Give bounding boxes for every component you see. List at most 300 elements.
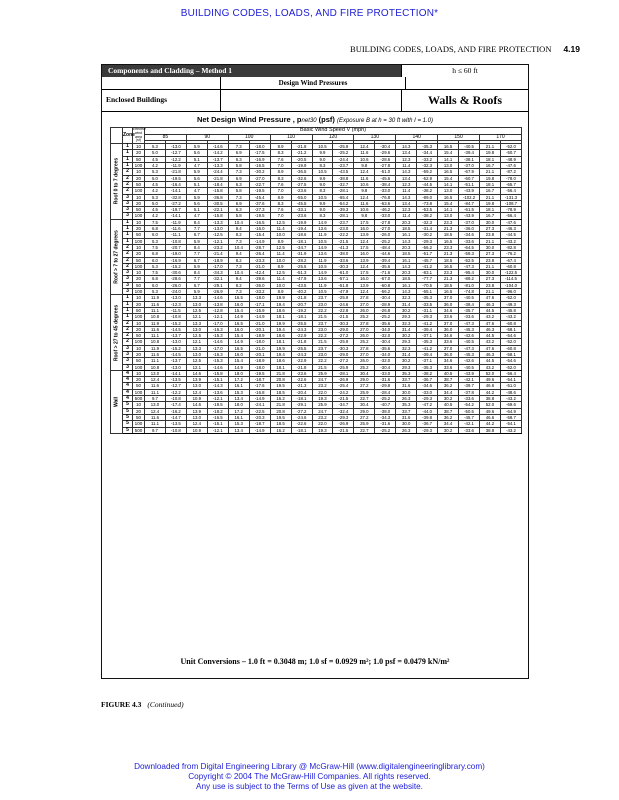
pressure-cell: 18.1 [480,181,501,187]
area-cell: 10 [133,345,145,351]
pressure-cell: -25.9 [333,339,354,345]
pressure-cell: 9.4 [228,226,249,232]
pressure-cell: -131.3 [500,194,521,200]
pressure-cell: 14.9 [312,219,333,225]
pressure-cell: 21.3 [438,226,459,232]
pressure-cell: -32.1 [207,276,228,282]
area-cell: 20 [133,301,145,307]
pressure-cell: 4.2 [145,188,166,194]
pressure-cell: -57.1 [333,276,354,282]
zone-cell: 2 [123,263,133,269]
area-cell: 20 [133,226,145,232]
pressure-cell: 44.2 [480,389,501,395]
pressure-cell: -53.5 [417,207,438,213]
pressure-cell: -30.2 [417,232,438,238]
pressure-cell: 16.1 [396,282,417,288]
pressure-cell: -42.1 [459,421,480,427]
pressure-cell: 49.6 [480,408,501,414]
pressure-cell: -21.5 [333,427,354,433]
pressure-cell: 13.0 [145,370,166,376]
pressure-cell: -35.6 [375,320,396,326]
pressure-cell: 13.0 [145,402,166,408]
area-cell: 20 [133,326,145,332]
pressure-cell: -20.7 [291,301,312,307]
pressure-cell: -10.8 [165,238,186,244]
pressure-cell: 23.7 [312,345,333,351]
pressure-cell: -26.8 [375,307,396,313]
pressure-cell: 23.8 [480,232,501,238]
pressure-cell: -30.5 [207,200,228,206]
pressure-cell: 13.6 [312,276,333,282]
pressure-cell: 30.0 [396,421,417,427]
speed-column-header: 130 [354,134,396,141]
pressure-cell: 13.0 [438,213,459,219]
pressure-cell: -47.9 [333,289,354,295]
pressure-cell: -14.6 [207,339,228,345]
pressure-cell: 12.5 [270,219,291,225]
area-cell: 20 [133,175,145,181]
pressure-cell: 12.1 [186,364,207,370]
pressure-cell: 34.4 [438,389,459,395]
pressure-cell: -19.7 [165,207,186,213]
pressure-cell: 44.5 [480,358,501,364]
pressure-cell: 12.4 [354,169,375,175]
pressure-cell: -31.4 [417,226,438,232]
panel-header-row [102,89,528,112]
pressure-cell: -47.3 [459,345,480,351]
pressure-cell: -12.1 [207,427,228,433]
pressure-cell: -25.2 [375,238,396,244]
pressure-cell: -14.3 [207,383,228,389]
pressure-cell: -14.9 [249,396,270,402]
pressure-cell: -12.1 [207,396,228,402]
pressure-cell: -20.4 [291,389,312,395]
pressure-cell: -15.1 [207,377,228,383]
pressure-cell: -17.4 [165,402,186,408]
pressure-cell: 30.0 [480,270,501,276]
pressure-cell: -38.0 [375,408,396,414]
pressure-cell: 16.0 [228,351,249,357]
area-cell: 50 [133,383,145,389]
pressure-cell: 11.4 [396,163,417,169]
pressure-cell: -19.5 [207,402,228,408]
area-cell: 20 [133,408,145,414]
pressure-cell: -22.1 [207,207,228,213]
pressure-cell: -34.4 [417,150,438,156]
pressure-cell: -20.3 [249,414,270,420]
pressure-cell: -44.5 [417,181,438,187]
pressure-cell: -14.2 [207,150,228,156]
pressure-cell: 43.2 [480,339,501,345]
pressure-cell: 27.0 [354,301,375,307]
pressure-cell: 6.9 [228,200,249,206]
pressure-cell: 11.6 [145,414,166,420]
speed-column-header: 150 [438,134,480,141]
pressure-cell: 11.9 [145,295,166,301]
pressure-cell: -41.2 [417,263,438,269]
pressure-cell: -26.0 [165,282,186,288]
pressure-cell: 9.0 [312,181,333,187]
pressure-cell: -15.8 [207,213,228,219]
download-banner: BUILDING CODES, LOADS, AND FIRE PROTECTION* [180,8,439,19]
pressure-cell: 23.3 [438,219,459,225]
area-cell: 100 [133,314,145,320]
zone-cell: 1 [123,163,133,169]
pressure-cell: 38.8 [480,396,501,402]
pressure-cell: -58.1 [500,351,521,357]
pressure-cell: 23.8 [480,282,501,288]
pressure-cell: 7.3 [228,289,249,295]
pressure-cell: 47.6 [480,320,501,326]
area-cell: 20 [133,377,145,383]
pressure-cell: 11.4 [270,276,291,282]
zone-cell: 5 [123,402,133,408]
pressure-cell: 5.3 [145,194,166,200]
pressure-cell: -13.7 [207,156,228,162]
pressure-cell: -16.5 [249,219,270,225]
scanned-table-panel [101,64,529,679]
pressure-cell: 14.1 [438,156,459,162]
pressure-cell: 44.5 [480,307,501,313]
pressure-cell: 5.9 [186,238,207,244]
area-cell: 50 [133,414,145,420]
pressure-cell: 14.3 [396,289,417,295]
zone-cell: 3 [123,289,133,295]
area-cell: 100 [133,421,145,427]
pressure-cell: 11.4 [396,213,417,219]
pressure-cell: -74.8 [459,289,480,295]
pressure-cell: 31.4 [396,351,417,357]
pressure-cell: 9.8 [354,213,375,219]
pressure-cell: 7.3 [228,238,249,244]
pressure-cell: -76.8 [375,194,396,200]
pressure-cell: -29.1 [207,282,228,288]
pressure-cell: -60.8 [500,320,521,326]
pressure-cell: -16.9 [249,156,270,162]
pressure-cell: 34.6 [438,333,459,339]
zone-cell: 2 [123,333,133,339]
pressure-cell: -52.0 [500,339,521,345]
pressure-cell: 35.3 [396,370,417,376]
area-cell: 10 [133,402,145,408]
pressure-cell: -56.4 [500,370,521,376]
pressure-cell: -27.3 [249,207,270,213]
exposure-note: (Exposure B at h = 30 ft with I = 1.0) [336,118,434,124]
pressure-cell: -26.0 [375,232,396,238]
pressure-cell: 10.4 [228,244,249,250]
zone-cell: 2 [123,244,133,250]
pressure-cell: 22.7 [354,396,375,402]
pressure-cell: 27.8 [354,295,375,301]
pressure-cell: -21.2 [291,150,312,156]
pressure-cell: 8.2 [228,232,249,238]
pressure-cell: -33.0 [375,188,396,194]
pressure-cell: -12.2 [165,389,186,395]
pressure-cell: -22.5 [249,408,270,414]
pressure-cell: -122.5 [500,270,521,276]
pressure-cell: 9.4 [228,276,249,282]
pressure-cell: 12.5 [186,358,207,364]
area-cell: 10 [133,219,145,225]
pressure-cell: 36.2 [438,383,459,389]
pressure-cell: -61.0 [333,270,354,276]
pressure-cell: -38.0 [333,251,354,257]
pressure-cell: -34.0 [375,326,396,332]
pressure-cell: -60.8 [375,282,396,288]
pressure-cell: -13.5 [165,377,186,383]
pressure-cell: -50.7 [500,150,521,156]
footer-line-3: Any use is subject to the Terms of Use as given at the website. [196,782,423,791]
pressure-cell: -24.2 [333,389,354,395]
pressure-cell: -13.3 [207,219,228,225]
pressure-cell: 22.2 [312,333,333,339]
pressure-cell: -43.5 [333,169,354,175]
area-cell: 10 [133,370,145,376]
pressure-cell: 14.9 [228,364,249,370]
pressure-cell: -15.2 [165,263,186,269]
pressure-cell: 33.6 [438,364,459,370]
pressure-cell: -67.4 [500,257,521,263]
pressure-cell: -76.2 [500,251,521,257]
pressure-cell: -28.7 [249,244,270,250]
pressure-cell: -14.7 [165,414,186,420]
pressure-cell: 16.5 [438,289,459,295]
pressure-cell: -19.9 [291,219,312,225]
pressure-cell: -21.8 [291,295,312,301]
pressure-cell: -21.5 [333,314,354,320]
pressure-cell: -23.7 [333,219,354,225]
unit-conversions: Unit Conversions – 1.0 ft = 0.3048 m; 1.0 sf = 0.0929 m²; 1.0 psf = 0.0479 kN/m² [180,657,450,666]
pressure-cell: -42.1 [459,377,480,383]
zone-cell: 4 [123,383,133,389]
area-cell: 50 [133,207,145,213]
pressure-cell: -39.6 [249,276,270,282]
pressure-cell: 11.1 [145,358,166,364]
pressure-cell: -26.4 [249,251,270,257]
pressure-cell: -11.9 [165,219,186,225]
pressure-cell: 23.3 [438,244,459,250]
pressure-cell: -45.3 [459,326,480,332]
pressure-cell: 8.3 [312,188,333,194]
pressure-cell: 10.0 [270,257,291,263]
pressure-cell: 34.6 [438,307,459,313]
area-cell: 50 [133,282,145,288]
area-cell: 100 [133,263,145,269]
pressure-cell: 25.9 [312,402,333,408]
pressure-cell: 16.0 [228,301,249,307]
pressure-cell: -19.5 [249,188,270,194]
area-cell: 10 [133,144,145,150]
pressure-cell: -36.0 [459,226,480,232]
pressure-cell: -43.5 [291,282,312,288]
pressure-cell: -17.6 [249,383,270,389]
area-cell: 100 [133,213,145,219]
pressure-cell: 14.3 [396,194,417,200]
pressure-cell: -24.6 [291,414,312,420]
pressure-cell: 16.5 [228,295,249,301]
pressure-cell: -13.7 [165,358,186,364]
pressure-cell: -27.2 [333,358,354,364]
figure-label: FIGURE 4.3 [101,700,142,709]
pressure-cell: 5.9 [186,169,207,175]
pressure-table [110,127,522,434]
section-label: Roof 0 to 7 degrees [112,158,119,205]
pressure-cell: -45.3 [459,351,480,357]
figure-continued: (Continued) [147,700,184,709]
zone-cell: 1 [123,307,133,313]
pressure-cell: 8.3 [270,200,291,206]
pressure-cell: 19.4 [270,301,291,307]
pressure-cell: 11.6 [145,326,166,332]
pressure-cell: 16.0 [228,326,249,332]
pressure-cell: -65.4 [333,194,354,200]
pressure-cell: 5.6 [186,175,207,181]
pressure-cell: -71.6 [375,270,396,276]
pressure-cell: -19.4 [291,226,312,232]
pressure-cell: -41.3 [333,244,354,250]
pressure-cell: 21.3 [438,276,459,282]
pressure-cell: -13.7 [165,333,186,339]
pressure-cell: 31.4 [396,301,417,307]
net-pressure-subscript: net30 [301,118,317,124]
pressure-cell: -39.4 [375,257,396,263]
pressure-cell: 18.1 [480,156,501,162]
footer-line-1[interactable]: Downloaded from Digital Engineering Library @ McGraw-Hill (www.digitalengineeringlibrary.com) [134,762,485,771]
pressure-cell: -14.1 [165,213,186,219]
zone-cell: 1 [123,226,133,232]
pressure-cell: -25.5 [291,263,312,269]
pressure-cell: 10.5 [312,289,333,295]
pressure-cell: -30.2 [249,169,270,175]
pressure-cell: 21.5 [312,314,333,320]
pressure-cell: 8.9 [270,238,291,244]
pressure-cell: -28.1 [333,213,354,219]
pressure-cell: 17.5 [354,270,375,276]
pressure-cell: 9.9 [312,175,333,181]
pressure-cell: 14.1 [438,181,459,187]
area-cell: 100 [133,163,145,169]
pressure-cell: -21.8 [207,175,228,181]
pressure-cell: 7.5 [145,270,166,276]
pressure-cell: -17.5 [249,150,270,156]
pressure-cell: -54.2 [333,200,354,206]
pressure-cell: 7.7 [186,251,207,257]
zone-cell: 2 [123,175,133,181]
pressure-cell: -15.8 [207,188,228,194]
pressure-cell: 20.3 [396,219,417,225]
pressure-cell: 22.0 [312,389,333,395]
pressure-cell: -102.2 [459,194,480,200]
pressure-cell: -28.6 [165,276,186,282]
pressure-cell: -38.4 [459,301,480,307]
pressure-cell: 13.0 [438,188,459,194]
pressure-cell: 12.3 [396,207,417,213]
pressure-cell: 38.8 [480,427,501,433]
pressure-cell: 27.8 [354,320,375,326]
pressure-cell: -12.1 [207,314,228,320]
pressure-cell: 10.0 [270,282,291,288]
pressure-cell: -19.0 [165,251,186,257]
zone-cell: 1 [123,232,133,238]
pressure-cell: -30.3 [333,320,354,326]
pressure-cell: 16.1 [396,232,417,238]
pressure-cell: 4.5 [145,207,166,213]
pressure-cell: 4.5 [145,181,166,187]
pressure-cell: 10.5 [312,238,333,244]
area-cell: 20 [133,351,145,357]
pressure-cell: 4.7 [186,188,207,194]
pressure-cell: 13.4 [396,200,417,206]
pressure-cell: -23.2 [207,244,228,250]
figure-caption [101,700,184,709]
pressure-cell: -20.7 [165,244,186,250]
pressure-cell: 27.8 [354,345,375,351]
pressure-cell: 16.1 [228,383,249,389]
pressure-cell: -60.8 [500,345,521,351]
section-label-cell [111,370,123,433]
pressure-cell: -29.3 [417,238,438,244]
zone-cell: 4 [123,377,133,383]
pressure-cell: -70.5 [417,282,438,288]
pressure-cell: 11.6 [354,175,375,181]
pressure-cell: 13.9 [354,232,375,238]
pressure-cell: 5.0 [145,200,166,206]
pressure-cell: -95.4 [459,270,480,276]
pressure-cell: -12.7 [165,383,186,389]
pressure-cell: 18.6 [270,358,291,364]
pressure-cell: -33.6 [459,396,480,402]
pressure-cell: 18.5 [438,282,459,288]
pressure-cell: -13.3 [207,163,228,169]
pressure-cell: 18.0 [228,402,249,408]
speed-header: Basic Wind Speed V (mph) [145,128,522,135]
pressure-cell: -19.9 [291,163,312,169]
pressure-cell: 38.7 [438,377,459,383]
pressure-cell: -39.4 [417,351,438,357]
pressure-cell: -12.3 [165,301,186,307]
zone-cell: 3 [123,358,133,364]
pressure-cell: -22.7 [249,181,270,187]
pressure-cell: -52.5 [459,257,480,263]
pressure-cell: 11.1 [145,389,166,395]
pressure-cell: -35.6 [375,345,396,351]
pressure-cell: -67.9 [459,169,480,175]
area-cell: 10 [133,320,145,326]
pressure-cell: 11.4 [396,188,417,194]
pressure-cell: -27.5 [291,181,312,187]
pressure-cell: -51.3 [291,270,312,276]
pressure-cell: 21.5 [312,339,333,345]
zone-cell: 3 [123,364,133,370]
pressure-cell: 37.0 [438,295,459,301]
pressure-cell: -60.7 [459,175,480,181]
pressure-cell: 6.8 [145,276,166,282]
pressure-cell: 5.3 [145,289,166,295]
pressure-cell: 26.0 [354,333,375,339]
pressure-cell: 10.9 [186,396,207,402]
section-label-cell [111,295,123,371]
table-row [111,427,522,433]
pressure-cell: -37.6 [249,200,270,206]
pressure-cell: 14.9 [312,244,333,250]
pressure-cell: 19.3 [312,396,333,402]
pressure-cell: 6.7 [186,282,207,288]
pressure-cell: -38.4 [375,181,396,187]
pressure-cell: -52.9 [417,175,438,181]
pressure-cell: -60.8 [500,263,521,269]
pressure-cell: 18.6 [270,333,291,339]
pressure-cell: 23.7 [312,295,333,301]
